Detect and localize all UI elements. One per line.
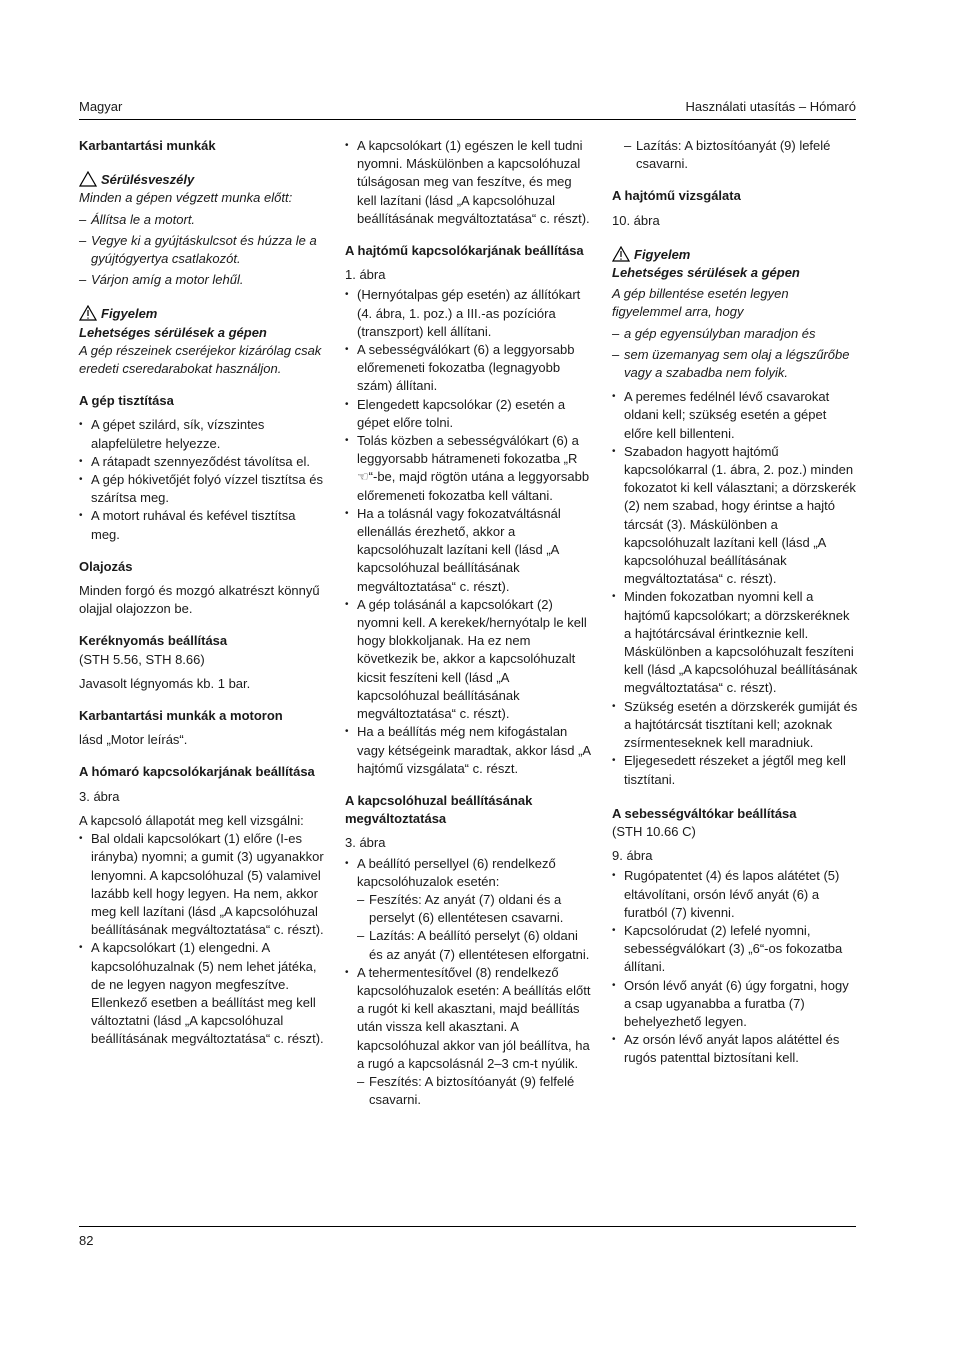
list-item: • Az orsón lévő anyát lapos alátéttel és rugós patenttal biztosítani kell. — [612, 1031, 858, 1067]
caution-list — [612, 325, 858, 383]
caution-title: Figyelem — [79, 305, 324, 323]
section-subtitle: (STH 5.56, STH 8.66) — [79, 651, 205, 667]
section-title: A kapcsolóhuzal beállításának megváltoztatása — [345, 792, 533, 827]
list-item: • A sebességválókart (6) a leggyorsabb előremeneti fokozatba (legnagyobb szám) állítani. — [345, 341, 591, 396]
list-item: • Bal oldali kapcsolókart (1) előre (I-es irányba) nyomni; a gumit (3) ugyanakkor lenyomni. A kapcsolóhuzal (5) valamivel lazább kell hogy legyen. Ha nem, akkor meg kell lazítani (lásd „A kapcsolóhuzal beállításának megváltoztatása“ c. részt). — [79, 830, 324, 939]
list-item: • A gép hókivetőjét folyó vízzel tisztítsa és szárítsa meg. — [79, 471, 324, 507]
list-item: • A gép tolásánál a kapcsolókart (2) nyomni kell. A kerekek/hernyótalp le kell hogy blokkoljanak. Ha ez nem következik be, akkor a kapcsolóhuzalt kicsit feszíteni kell (lásd „A kapcsolóhuzal beállításának megváltoztatása“ c. részt). — [345, 596, 591, 723]
list-item: • Szabadon hagyott hajtómű kapcsolókarral (1. ábra, 2. poz.) minden fokozatot ki kell választani; a dörzskerék (2) nem szabad, hogy érintse a hajtó tárcsát (3). Máskülönben a kapcsolóhuzalt lazítani kell (lásd „A kapcsolóhuzal beállításának megváltoztatása“ c. részt). — [612, 443, 858, 589]
list-item: • Szükség esetén a dörzskerék gumiját és a hajtótárcsát tisztítani kell; azoknak zsírmenteseknek kell maradniuk. — [612, 698, 858, 753]
list-item: • A beállító persellyel (6) rendelkező kapcsolóhuzalok esetén: – Feszítés: Az anyát (7) oldani és a perselyt (6) ellentétesen csavarni. – Lazítás: A beállító perselyt (6) oldani és az anyát (7) ellentétesen elforgatni. — [345, 855, 591, 964]
section-title: A sebességváltókar beállítása — [612, 805, 797, 821]
list-item: – Várjon amíg a motor lehűl. — [79, 271, 324, 289]
list-item: • Ha a beállítás még nem kifogástalan vagy kétségeink maradtak, akkor lásd „A hajtómű vizsgálata“ c. részt. — [345, 723, 591, 778]
list-item: • (Hernyótalpas gép esetén) az állítókart (4. ábra, 1. poz.) a III.-as pozícióra (transzport) kell állítani. — [345, 286, 591, 341]
list-item: – sem üzemanyag sem olaj a légszűrőbe vagy a szabadba nem folyik. — [612, 346, 858, 382]
list-item: • Tolás közben a sebességválókart (6) a leggyorsabb hátrameneti fokozatba „R ☜“-be, majd rögtön utána a leggyorsabb előremeneti fokozatba kell váltani. — [345, 432, 591, 505]
warning-title: Sérülésveszély — [79, 171, 324, 189]
paragraph: lásd „Motor leírás“. — [79, 732, 188, 748]
page-footer — [79, 1226, 856, 1248]
gear-lever-list — [345, 286, 591, 777]
warning-icon — [79, 171, 97, 187]
gearbox-check-list — [612, 388, 858, 788]
caution-title: Figyelem — [612, 246, 858, 264]
header-title: Használati utasítás – Hómaró — [685, 99, 856, 114]
column-1 — [79, 137, 324, 1063]
paragraph: Javasolt légnyomás kb. 1 bar. — [79, 675, 251, 691]
page-header — [79, 99, 856, 120]
list-item: • Ha a tolásnál vagy fokozatváltásnál ellenállás érezhető, akkor a kapcsolóhuzalt lazítani kell (lásd „A kapcsolóhuzal beállításának megváltoztatása“ c. részt). — [345, 505, 591, 596]
caution-text: A gép billentése esetén legyen figyelemmel arra, hogy — [612, 286, 789, 320]
warning-icon — [612, 246, 630, 262]
header-language: Magyar — [79, 99, 123, 114]
warning-list — [79, 211, 324, 290]
column-2 — [345, 137, 591, 1123]
section-subtitle: (STH 10.66 C) — [612, 823, 696, 839]
list-item: – Vegye ki a gyújtáskulcsot és húzza le a gyújtógyertya csatlakozót. — [79, 232, 324, 268]
list-item: • Minden fokozatban nyomni kell a hajtómű kapcsolókart; a dörzskeréknek a hajtótárcsával érintkeznie kell. Máskülönben a kapcsolóhuzalt feszíteni kell (lásd „A kapcsolóhuzal beállításának megváltoztatása“ c. részt). — [612, 588, 858, 697]
cleaning-list — [79, 416, 324, 543]
figure-ref: 9. ábra — [612, 848, 653, 864]
column-3 — [612, 137, 858, 1082]
shift-lever-list — [612, 867, 858, 1067]
list-item: – Állítsa le a motort. — [79, 211, 324, 229]
lever-list — [79, 830, 324, 1048]
section-title: Olajozás — [79, 558, 133, 574]
list-item: • A kapcsolókart (1) egészen le kell tudni nyomni. Máskülönben a kapcsolóhuzal túlságosan meg van feszítve, és meg kell lazítani (lásd „A kapcsolóhuzal beállításának megváltoztatása“ c. részt). — [345, 137, 591, 228]
list-item: – a gép egyensúlyban maradjon és — [612, 325, 858, 343]
list-item: • A tehermentesítővel (8) rendelkező kapcsolóhuzalok esetén: A beállítás előtt a rugót ki kell akasztani, majd beállítás után vissza kell akasztani. A kapcsolóhuzal akkor van jól beállítva, ha a rugó a kapcsolásnál 2–3 cm-t nyúlik. – Feszítés: A biztosítóanyát (9) felfelé csavarni. — [345, 964, 591, 1110]
sub-item: – Feszítés: Az anyát (7) oldani és a perselyt (6) ellentétesen csavarni. — [357, 891, 591, 927]
page-number: 82 — [79, 1233, 94, 1248]
section-title: A gép tisztítása — [79, 393, 174, 409]
sub-item: – Feszítés: A biztosítóanyát (9) felfelé csavarni. — [357, 1073, 591, 1109]
warning-icon — [79, 305, 97, 321]
paragraph: A kapcsoló állapotát meg kell vizsgálni: — [79, 812, 304, 828]
list-item: • A peremes fedélnél lévő csavarokat oldani kell; szükség esetén a gépet előre kell billenteni. — [612, 388, 858, 443]
lever-list-cont — [345, 137, 591, 228]
figure-ref: 3. ábra — [345, 835, 386, 851]
list-item: • A rátapadt szennyeződést távolítsa el. — [79, 453, 324, 471]
section-title: A hajtómű vizsgálata — [612, 188, 741, 204]
figure-ref: 10. ábra — [612, 212, 660, 228]
caution-text: A gép részeinek cseréjekor kizárólag csak eredeti cseredarabokat használjon. — [79, 342, 322, 377]
section-title: Karbantartási munkák a motoron — [79, 708, 283, 724]
figure-ref: 1. ábra — [345, 267, 386, 283]
caution-subtitle: Lehetséges sérülések a gépen — [79, 324, 267, 340]
section-title: A hajtómű kapcsolókarjának beállítása — [345, 243, 584, 259]
list-item: • Eljegesedett részeket a jégtől meg kell tisztítani. — [612, 752, 858, 788]
list-item: • Elengedett kapcsolókar (2) esetén a gépet előre tolni. — [345, 396, 591, 432]
section-title: Karbantartási munkák — [79, 138, 216, 153]
figure-ref: 3. ábra — [79, 788, 120, 804]
sub-item: – Lazítás: A biztosítóanyát (9) lefelé csavarni. — [624, 137, 858, 173]
list-item: • Orsón lévő anyát (6) úgy forgatni, hogy a csap ugyanabba a furatba (7) behelyezhető legyen. — [612, 977, 858, 1032]
list-item: • Rugópatentet (4) és lapos alátétet (5) eltávolítani, orsón lévő anyát (6) a furatból (7) kivenni. — [612, 867, 858, 922]
section-title: Keréknyomás beállítása — [79, 633, 228, 649]
section-title: A hómaró kapcsolókarjának beállítása — [79, 764, 315, 780]
list-item: • A gépet szilárd, sík, vízszintes alapfelületre helyezze. — [79, 416, 324, 452]
list-item: • A kapcsolókart (1) elengedni. A kapcsolóhuzalnak (5) nem lehet játéka, de ne legyen nagyon megfeszítve. Ellenkező esetben a beállítást meg kell változtatni (lásd „A kapcsolóhuzal beállításának megváltoztatása“ c. részt). — [79, 939, 324, 1048]
list-item: • Kapcsolórudat (2) lefelé nyomni, sebességválókart (3) „6“-os fokozatba állítani. — [612, 922, 858, 977]
caution-subtitle: Lehetséges sérülések a gépen — [612, 265, 800, 281]
sub-item: – Lazítás: A beállító perselyt (6) oldani és az anyát (7) ellentétesen elforgatni. — [357, 927, 591, 963]
cable-list — [345, 855, 591, 1110]
warning-intro: Minden a gépen végzett munka előtt: — [79, 190, 293, 206]
list-item: • A motort ruhával és kefével tisztítsa meg. — [79, 507, 324, 543]
cable-list-cont — [624, 137, 858, 173]
paragraph: Minden forgó és mozgó alkatrészt könnyű olajjal olajozzon be. — [79, 583, 320, 617]
